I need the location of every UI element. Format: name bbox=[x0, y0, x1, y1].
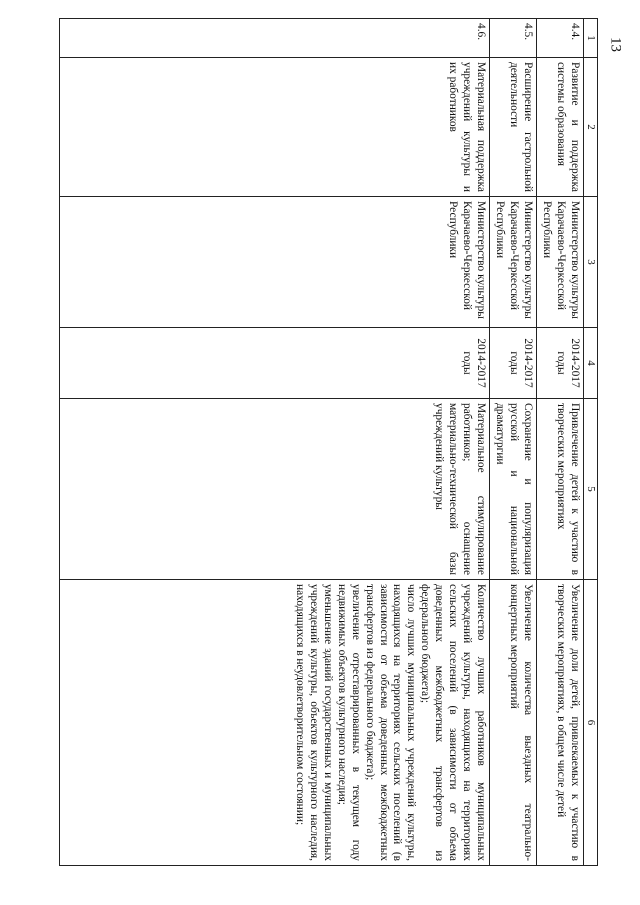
executor-cell: Министерство культуры Карачаево-Черкесской Республики bbox=[536, 197, 583, 328]
table-row bbox=[489, 19, 536, 866]
indicator-line: уменьшение зданий государственных и муниципальных учреждений культуры, объектов культурного наследия, находящихся в неудовлетворительном состоянии; bbox=[294, 584, 334, 861]
indicator-line: Увеличение доли детей, привлекаемых к участию в творческих мероприятиях, в общем числе детей bbox=[554, 584, 581, 861]
expected-result-cell: Материальное стимулирование работников; оснащение материально-технической базы учреждений культуры bbox=[59, 399, 489, 580]
expected-result-cell: Сохранение и популяризация русской и национальной драматургии bbox=[489, 399, 536, 580]
indicator-line: число лучших муниципальных учреждений культуры, находящихся на территориях сельских поселений (в зависимости от объема доведенных межбюджетных трансфертов из федерального бюджета); bbox=[363, 584, 418, 861]
column-header-2: 2 bbox=[583, 58, 597, 197]
period-cell: 2014-2017 годы bbox=[59, 328, 489, 399]
executor-cell: Министерство культуры Карачаево-Черкесской Республики bbox=[489, 197, 536, 328]
indicator-cell bbox=[536, 580, 583, 866]
indicator-cell bbox=[59, 580, 489, 866]
indicator-cell bbox=[489, 580, 536, 866]
table-header-row bbox=[583, 19, 597, 866]
column-header-3: 3 bbox=[583, 197, 597, 328]
indicator-line: увеличение отреставрированных в текущем году недвижимых объектов культурного наследия; bbox=[335, 584, 362, 861]
column-header-1: 1 bbox=[583, 19, 597, 58]
column-header-6: 6 bbox=[583, 580, 597, 866]
executor-cell: Министерство культуры Карачаево-Черкесской Республики bbox=[59, 197, 489, 328]
column-header-5: 5 bbox=[583, 399, 597, 580]
column-header-4: 4 bbox=[583, 328, 597, 399]
rotated-table-frame bbox=[40, 18, 598, 866]
row-number-cell: 4.4. bbox=[536, 19, 583, 58]
row-number-cell: 4.6. bbox=[59, 19, 489, 58]
table-row bbox=[59, 19, 489, 866]
indicator-line: Увеличение количества выездных театрально-концертных мероприятий bbox=[507, 584, 534, 861]
indicator-line: Количество лучших работников муниципальных учреждений культуры, находящихся на территориях сельских поселений (в зависимости от объема доведенных межбюджетных трансфертов из федерального бюджета); bbox=[419, 584, 487, 861]
table-row bbox=[536, 19, 583, 866]
program-measures-table bbox=[59, 18, 598, 866]
expected-result-cell: Привлечение детей к участию в творческих мероприятиях bbox=[536, 399, 583, 580]
row-number-cell: 4.5. bbox=[489, 19, 536, 58]
page-number: 13 bbox=[607, 37, 624, 52]
period-cell: 2014-2017 годы bbox=[536, 328, 583, 399]
measure-cell: Материальная поддержка учреждений культуры и их работников bbox=[59, 58, 489, 197]
period-cell: 2014-2017 годы bbox=[489, 328, 536, 399]
rotated-table-container bbox=[40, 18, 598, 866]
measure-cell: Расширение гастрольной деятельности bbox=[489, 58, 536, 197]
measure-cell: Развитие и поддержка системы образования bbox=[536, 58, 583, 197]
